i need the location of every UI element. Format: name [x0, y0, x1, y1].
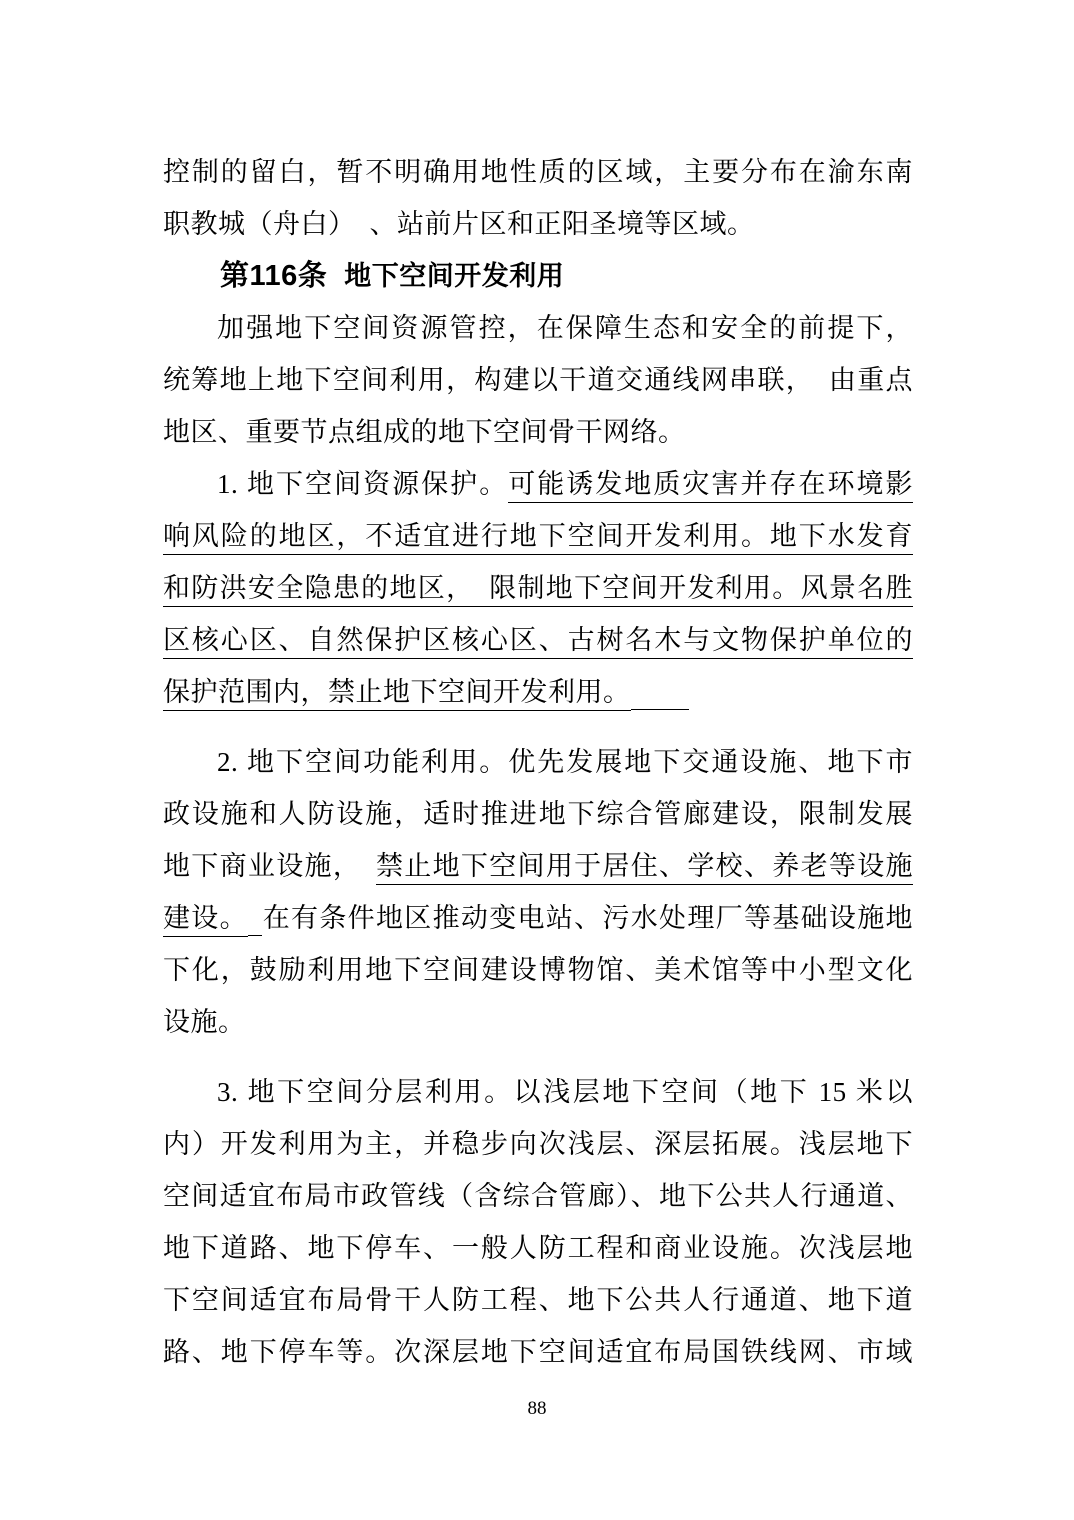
text-line	[163, 302, 913, 354]
underlined-segment: 建设。	[163, 903, 248, 937]
text-segment: 地下道路、地下停车、一般人防工程和商业设施。次浅层地	[163, 1233, 913, 1263]
text-line	[163, 996, 913, 1048]
underlined-segment: 区核心区、自然保护区核心区、古树名木与文物保护单位的	[163, 625, 913, 659]
text-line	[163, 736, 913, 788]
text-segment: 3. 地下空间分层利用。以浅层地下空间（地下 15 米以	[217, 1077, 913, 1107]
text-segment: 1. 地下空间资源保护。	[217, 469, 509, 499]
text-line	[163, 614, 913, 666]
text-segment: 2. 地下空间功能利用。优先发展地下交通设施、地下市	[217, 747, 913, 777]
underline-extension	[631, 709, 689, 710]
text-line	[163, 1274, 913, 1326]
text-segment: 设施。	[163, 1007, 246, 1037]
text-line	[163, 406, 913, 458]
text-line	[163, 562, 913, 614]
text-line	[163, 510, 913, 562]
text-line	[163, 788, 913, 840]
text-segment: 统筹地上地下空间利用，构建以干道交通线网串联， 由重点	[163, 365, 913, 395]
text-line	[163, 146, 913, 198]
text-segment: 在有条件地区推动变电站、污水处理厂等基础设施地	[261, 903, 914, 933]
text-segment: 下空间适宜布局骨干人防工程、地下公共人行通道、地下道	[163, 1285, 913, 1315]
underlined-segment: 保护范围内，禁止地下空间开发利用。	[163, 677, 631, 711]
underlined-segment: 禁止地下空间用于居住、学校、养老等设施	[376, 851, 913, 885]
text-line	[163, 840, 913, 892]
text-line	[163, 1326, 913, 1378]
text-line	[163, 198, 913, 250]
text-segment: 政设施和人防设施，适时推进地下综合管廊建设，限制发展	[163, 799, 913, 829]
page-number: 88	[527, 1398, 547, 1419]
text-segment: 地下空间开发利用	[344, 261, 565, 291]
text-segment: 内）开发利用为主，并稳步向次浅层、深层拓展。浅层地下	[163, 1129, 913, 1159]
text-segment: 路、地下停车等。次深层地下空间适宜布局国铁线网、市域	[163, 1337, 913, 1367]
text-line	[163, 944, 913, 996]
text-segment: 职教城（舟白） 、站前片区和正阳圣境等区域。	[163, 209, 755, 239]
text-segment: 地下商业设施，	[163, 851, 376, 881]
underlined-segment: 可能诱发地质灾害并存在环境影	[508, 469, 913, 503]
underlined-segment: 和防洪安全隐患的地区， 限制地下空间开发利用。风景名胜	[163, 573, 913, 607]
text-segment: 第116条	[220, 260, 328, 292]
text-segment: 加强地下空间资源管控，在保障生态和安全的前提下，	[217, 313, 913, 343]
article-heading	[163, 250, 913, 302]
text-segment: 地区、重要节点组成的地下空间骨干网络。	[163, 417, 686, 447]
text-line	[163, 1118, 913, 1170]
text-segment: 空间适宜布局市政管线（含综合管廊）、地下公共人行通道、	[163, 1181, 913, 1211]
text-line	[163, 1170, 913, 1222]
text-line	[163, 354, 913, 406]
text-segment: 控制的留白，暂不明确用地性质的区域，主要分布在渝东南	[163, 157, 913, 187]
text-line	[163, 458, 913, 510]
text-line	[163, 892, 913, 944]
underline-extension	[248, 935, 262, 936]
text-segment: 下化，鼓励利用地下空间建设博物馆、美术馆等中小型文化	[163, 955, 913, 985]
document-body	[163, 146, 913, 1378]
underlined-segment: 响风险的地区，不适宜进行地下空间开发利用。地下水发育	[163, 521, 913, 555]
text-line	[163, 1222, 913, 1274]
text-line	[163, 1066, 913, 1118]
text-line	[163, 666, 913, 718]
